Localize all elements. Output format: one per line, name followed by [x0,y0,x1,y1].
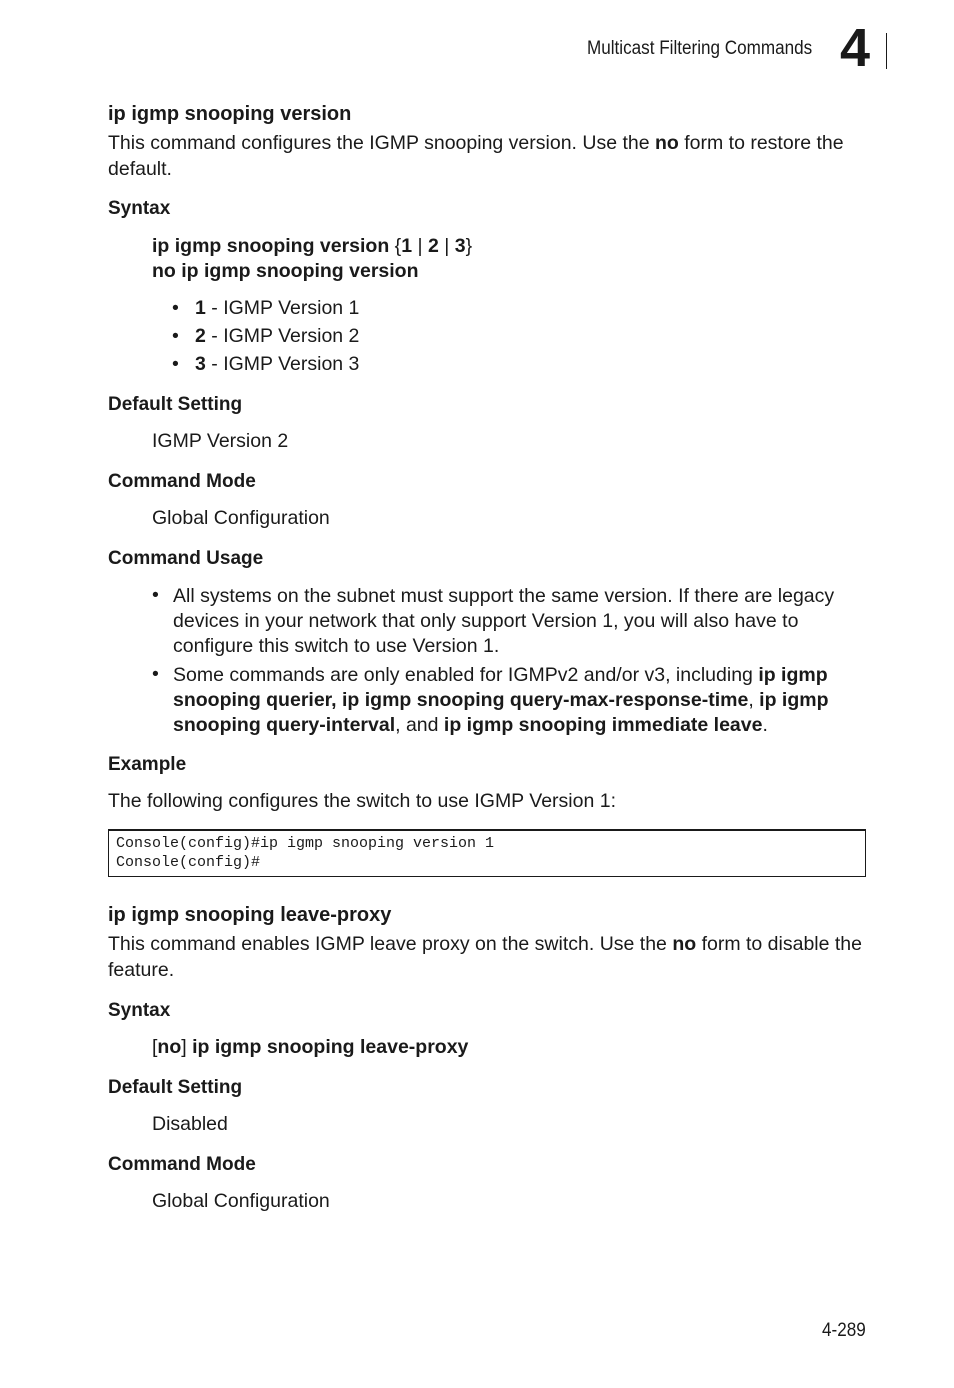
usage-heading: Command Usage [108,548,264,569]
mode-heading: Command Mode [108,1154,256,1175]
command-title: ip igmp snooping version [108,103,352,125]
code-line: Console(config)#ip igmp snooping version 1 [116,835,495,852]
running-header: Multicast Filtering Commands [587,38,813,59]
usage-item: All systems on the subnet must support the same version. If there are legacy devices in your network that only support Version 1, you will also have to configure this switch to use Version 1. [173,585,835,657]
default-heading: Default Setting [108,1077,243,1098]
option-item: 2 - IGMP Version 2 [195,325,360,347]
mode-heading: Command Mode [108,471,256,492]
command-description: This command configures the IGMP snooping version. Use the no form to restore the default. [108,132,844,180]
example-text: The following configures the switch to use IGMP Version 1: [108,790,616,812]
command-title: ip igmp snooping leave-proxy [108,904,392,926]
bullet: • [172,325,179,347]
syntax-line: [no] ip igmp snooping leave-proxy [152,1036,469,1058]
option-item: 3 - IGMP Version 3 [195,353,360,375]
page-number: 4-289 [822,1320,866,1341]
mode-value: Global Configuration [152,1190,330,1212]
bullet: • [152,663,159,685]
command-description: This command enables IGMP leave proxy on the switch. Use the no form to disable the feature. [108,933,862,981]
code-line: Console(config)# [116,854,261,871]
bullet: • [172,297,179,319]
syntax-no-line: no ip igmp snooping version [152,260,419,282]
example-heading: Example [108,754,187,775]
usage-item: Some commands are only enabled for IGMPv2 and/or v3, including ip igmp snooping querier, ip igmp snooping query-max-response-time, ip igmp snooping query-interval, and ip igmp snooping immediate leave. [173,664,829,736]
option-item: 1 - IGMP Version 1 [195,297,360,319]
default-value: Disabled [152,1113,228,1135]
bullet: • [152,584,159,606]
default-value: IGMP Version 2 [152,430,289,452]
chapter-number: 4 [840,18,871,78]
syntax-line: ip igmp snooping version {1 | 2 | 3} [152,235,473,257]
mode-value: Global Configuration [152,507,330,529]
syntax-heading: Syntax [108,198,171,219]
syntax-heading: Syntax [108,1000,171,1021]
default-heading: Default Setting [108,394,243,415]
bullet: • [172,353,179,375]
